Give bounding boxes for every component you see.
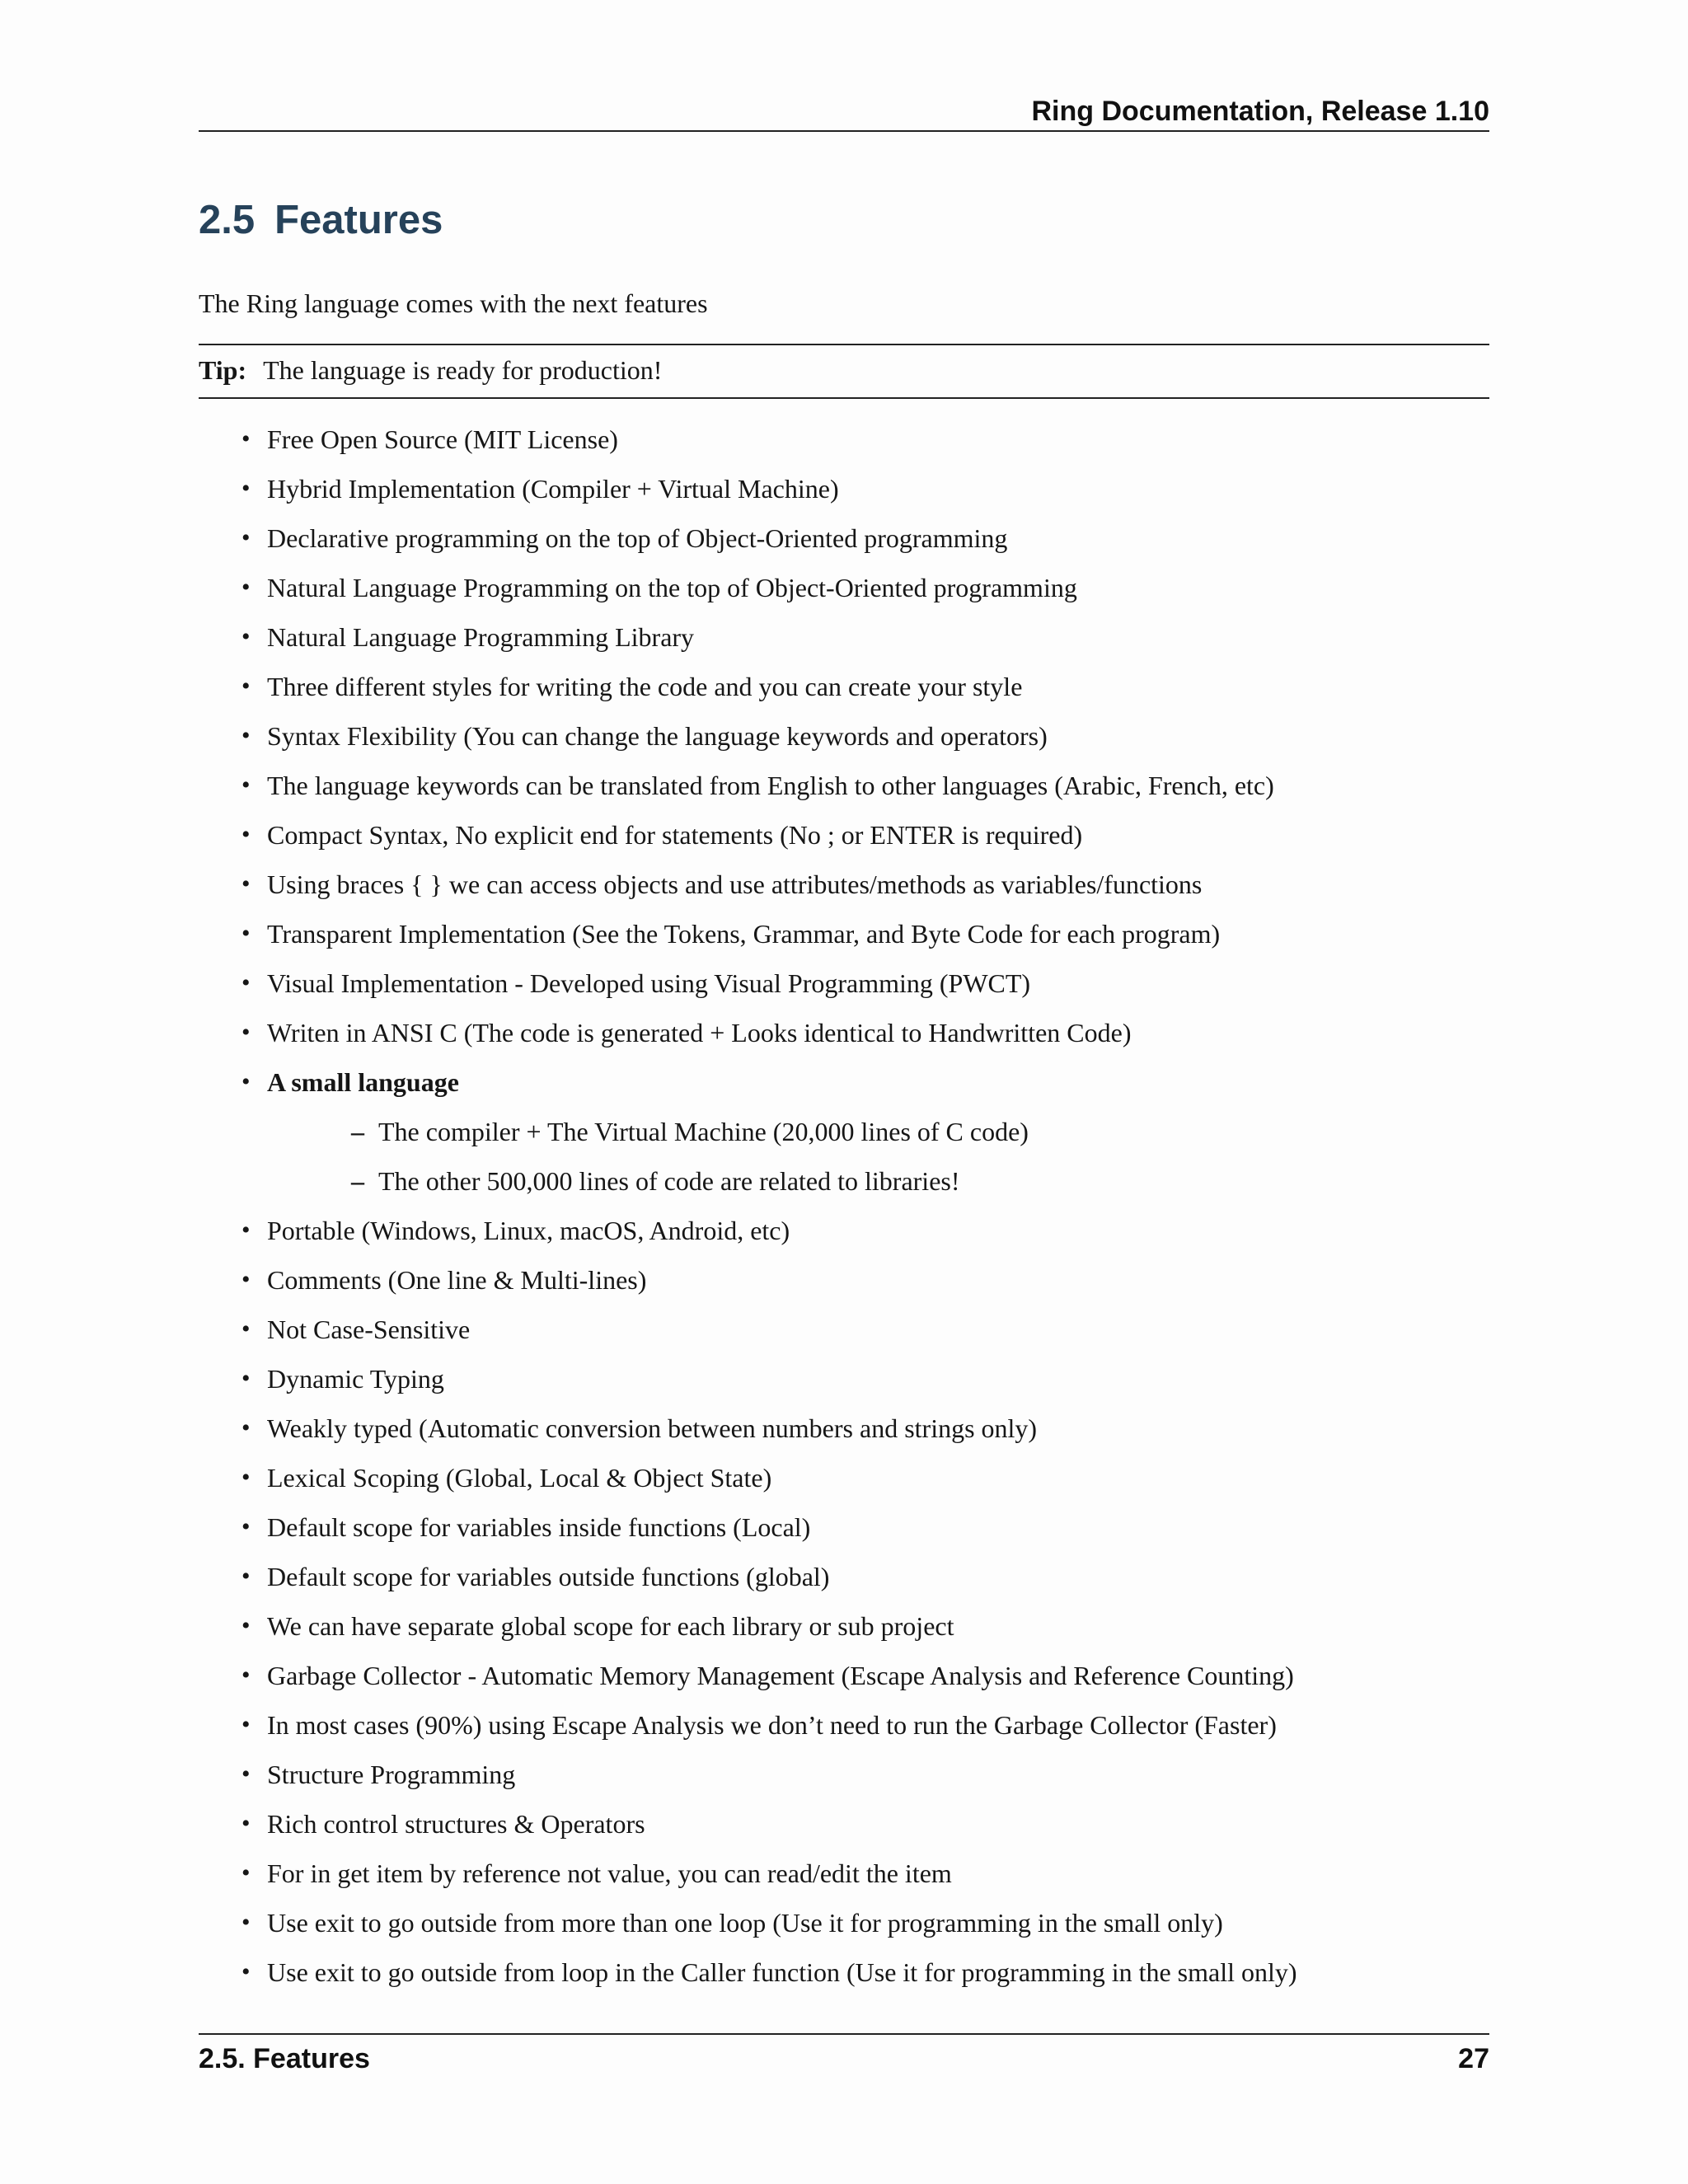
list-item-small-language: • A small language – The compiler + The Virtual Machine (20,000 lines of C code) – The other 500,000 lines of code are related to libraries! xyxy=(199,1064,1489,1212)
sub-list-item: – The other 500,000 lines of code are related to libraries! xyxy=(199,1163,1489,1212)
list-item: • Comments (One line & Multi-lines) xyxy=(199,1262,1489,1311)
document-page xyxy=(199,0,1489,2184)
list-item: • The language keywords can be translated from English to other languages (Arabic, French, etc) xyxy=(199,767,1489,817)
bullet-icon: • xyxy=(241,722,251,749)
list-item: • Transparent Implementation (See the Tokens, Grammar, and Byte Code for each program) xyxy=(199,916,1489,965)
list-item: • Lexical Scoping (Global, Local & Object State) xyxy=(199,1460,1489,1509)
bullet-icon: • xyxy=(241,1365,251,1392)
sub-list-item: – The compiler + The Virtual Machine (20,000 lines of C code) xyxy=(199,1113,1489,1163)
list-item: • Free Open Source (MIT License) xyxy=(199,421,1489,471)
footer-rule xyxy=(199,2033,1489,2035)
list-item: • Default scope for variables outside functions (global) xyxy=(199,1558,1489,1608)
tip-label: Tip: xyxy=(199,355,247,385)
dash-icon: – xyxy=(351,1117,364,1146)
bullet-icon: • xyxy=(241,1810,251,1837)
bullet-icon: • xyxy=(241,1958,251,1985)
bullet-icon: • xyxy=(241,1513,251,1540)
bullet-icon: • xyxy=(241,574,251,601)
list-item: • Three different styles for writing the code and you can create your style xyxy=(199,668,1489,718)
tip-admonition xyxy=(199,352,662,388)
bullet-icon: • xyxy=(241,1464,251,1491)
list-item: • Dynamic Typing xyxy=(199,1361,1489,1410)
bullet-icon: • xyxy=(241,1563,251,1590)
list-item: • In most cases (90%) using Escape Analysis we don’t need to run the Garbage Collector (Faster) xyxy=(199,1707,1489,1756)
bullet-icon: • xyxy=(241,524,251,551)
small-language-sublist xyxy=(199,1113,1489,1212)
list-item: • Garbage Collector - Automatic Memory Management (Escape Analysis and Reference Counting) xyxy=(199,1657,1489,1707)
section-title-text: Features xyxy=(274,198,443,242)
bullet-icon: • xyxy=(241,623,251,650)
list-item: • Use exit to go outside from more than one loop (Use it for programming in the small only) xyxy=(199,1905,1489,1954)
list-item: • Portable (Windows, Linux, macOS, Android, etc) xyxy=(199,1212,1489,1262)
bullet-icon: • xyxy=(241,920,251,947)
list-item: • For in get item by reference not value, you can read/edit the item xyxy=(199,1855,1489,1905)
list-item: • Default scope for variables inside functions (Local) xyxy=(199,1509,1489,1558)
list-item: • Weakly typed (Automatic conversion between numbers and strings only) xyxy=(199,1410,1489,1460)
section-title xyxy=(199,191,443,249)
bullet-icon: • xyxy=(241,673,251,700)
bullet-icon: • xyxy=(241,1019,251,1046)
intro-paragraph: The Ring language comes with the next features xyxy=(199,288,708,318)
bullet-icon: • xyxy=(241,425,251,452)
running-header: Ring Documentation, Release 1.10 xyxy=(1031,96,1489,127)
list-item: • Structure Programming xyxy=(199,1756,1489,1806)
list-item: • We can have separate global scope for each library or sub project xyxy=(199,1608,1489,1657)
bullet-icon: • xyxy=(241,870,251,898)
list-item: • Use exit to go outside from loop in the Caller function (Use it for programming in the small only) xyxy=(199,1954,1489,2004)
features-list xyxy=(199,421,1489,2004)
bullet-icon: • xyxy=(241,969,251,996)
bullet-icon: • xyxy=(241,475,251,502)
list-item: • Visual Implementation - Developed using Visual Programming (PWCT) xyxy=(199,965,1489,1015)
bullet-icon: • xyxy=(241,821,251,848)
bullet-icon: • xyxy=(241,1216,251,1244)
bullet-icon: • xyxy=(241,771,251,799)
bullet-icon: • xyxy=(241,1909,251,1936)
bullet-icon: • xyxy=(241,1414,251,1441)
header-rule xyxy=(199,130,1489,132)
bullet-icon: • xyxy=(241,1612,251,1639)
list-item: • Natural Language Programming on the top of Object-Oriented programming xyxy=(199,569,1489,619)
list-item: • Using braces { } we can access objects and use attributes/methods as variables/functions xyxy=(199,866,1489,916)
tip-bottom-rule xyxy=(199,397,1489,399)
section-number: 2.5 xyxy=(199,198,256,242)
page-number: 27 xyxy=(1458,2043,1489,2074)
list-item: • Syntax Flexibility (You can change the language keywords and operators) xyxy=(199,718,1489,767)
bullet-icon: • xyxy=(241,1760,251,1788)
bullet-icon: • xyxy=(241,1859,251,1886)
tip-top-rule xyxy=(199,344,1489,345)
bullet-icon: • xyxy=(241,1711,251,1738)
list-item: • Declarative programming on the top of Object-Oriented programming xyxy=(199,520,1489,569)
bullet-icon: • xyxy=(241,1661,251,1689)
footer-section-label: 2.5. Features xyxy=(199,2043,370,2074)
dash-icon: – xyxy=(351,1166,364,1196)
bullet-icon: • xyxy=(241,1315,251,1343)
list-item: • Not Case-Sensitive xyxy=(199,1311,1489,1361)
bullet-icon: • xyxy=(241,1068,251,1095)
list-item: • Hybrid Implementation (Compiler + Virtual Machine) xyxy=(199,471,1489,520)
list-item: • Rich control structures & Operators xyxy=(199,1806,1489,1855)
list-item: • Natural Language Programming Library xyxy=(199,619,1489,668)
bullet-icon: • xyxy=(241,1266,251,1293)
list-item: • Compact Syntax, No explicit end for statements (No ; or ENTER is required) xyxy=(199,817,1489,866)
list-item: • Writen in ANSI C (The code is generated + Looks identical to Handwritten Code) xyxy=(199,1015,1489,1064)
tip-text: The language is ready for production! xyxy=(263,355,663,385)
